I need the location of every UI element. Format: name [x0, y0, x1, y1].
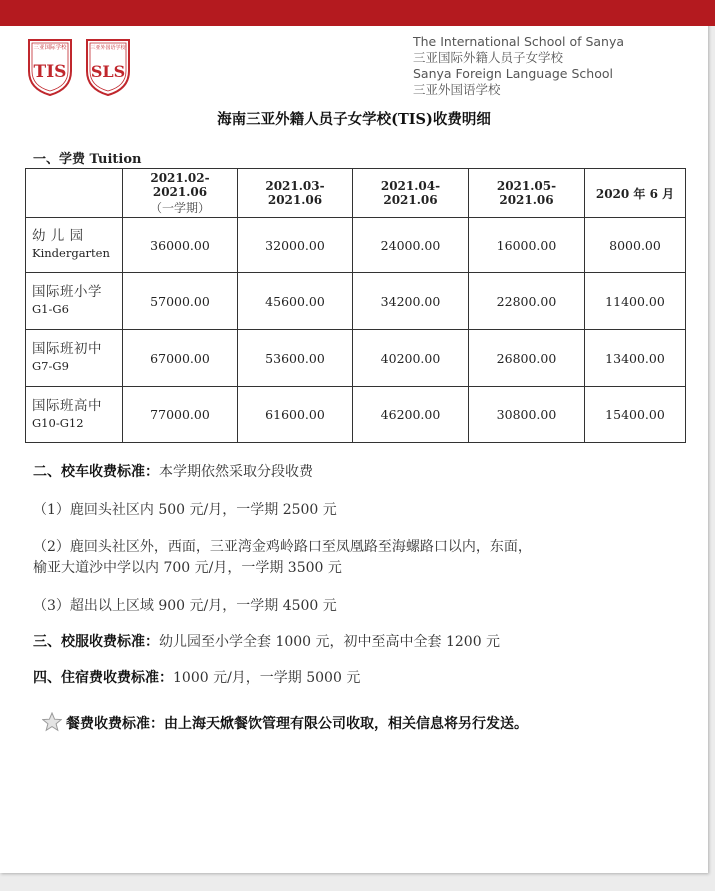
bus-fee-item-3: （3）超出以上区域 900 元/月，一学期 4500 元	[33, 598, 337, 614]
uniform-fee-line	[33, 631, 500, 651]
meal-fee-text: 餐费收费标准：由上海天焮餐饮管理有限公司收取，相关信息将另行发送。	[66, 716, 528, 732]
fee-cell: 34200.00	[353, 273, 469, 330]
tuition-table	[25, 168, 686, 443]
fee-cell: 24000.00	[353, 218, 469, 273]
school-name-cn-2: 三亚外国语学校	[413, 82, 501, 97]
row-label: 国际班高中 G10-G12	[26, 387, 123, 443]
fee-cell: 30800.00	[469, 387, 585, 443]
sls-logo	[84, 37, 132, 97]
table-row	[26, 273, 686, 330]
boarding-fee-line	[33, 667, 360, 687]
row-label: 国际班小学 G1-G6	[26, 273, 123, 330]
fee-cell: 15400.00	[585, 387, 686, 443]
tis-logo-caption: 三亚国际学校	[33, 45, 67, 51]
bus-fee-intro: 本学期依然采取分段收费	[159, 464, 313, 480]
row-label: 幼 儿 园 Kindergarten	[26, 218, 123, 273]
header-empty-cell	[26, 169, 123, 218]
column-subheader: （一学期）	[149, 200, 210, 215]
column-header: 2021.04-2021.06	[353, 169, 469, 218]
fee-cell: 16000.00	[469, 218, 585, 273]
meal-fee-note	[42, 712, 528, 733]
school-name-cn-1: 三亚国际外籍人员子女学校	[413, 50, 564, 65]
row-label: 国际班初中 G7-G9	[26, 330, 123, 387]
fee-cell: 45600.00	[238, 273, 353, 330]
uniform-fee-heading: 三、校服收费标准：	[33, 634, 159, 650]
sls-logo-caption: 三亚外国语学校	[90, 45, 126, 51]
fee-cell: 8000.00	[585, 218, 686, 273]
tis-logo	[26, 37, 74, 97]
boarding-fee-heading: 四、住宿费收费标准：	[33, 670, 173, 686]
uniform-fee-text: 幼儿园至小学全套 1000 元，初中至高中全套 1200 元	[159, 634, 501, 650]
top-red-band	[0, 0, 715, 26]
fee-cell: 11400.00	[585, 273, 686, 330]
column-header: 2021.05-2021.06	[469, 169, 585, 218]
boarding-fee-text: 1000 元/月，一学期 5000 元	[173, 670, 361, 686]
column-header: 2021.02-2021.06 （一学期）	[123, 169, 238, 218]
fee-cell: 67000.00	[123, 330, 238, 387]
fee-cell: 57000.00	[123, 273, 238, 330]
fee-cell: 53600.00	[238, 330, 353, 387]
table-row	[26, 387, 686, 443]
school-name-en-2: Sanya Foreign Language School	[413, 66, 613, 81]
column-header: 2021.03-2021.06	[238, 169, 353, 218]
school-names	[413, 34, 624, 98]
fee-cell: 61600.00	[238, 387, 353, 443]
bus-fee-item-2-line-1: （2）鹿回头社区外，西面，三亚湾金鸡岭路口至凤凰路至海螺路口以内，东面，	[33, 539, 532, 555]
fee-cell: 46200.00	[353, 387, 469, 443]
table-header-row	[26, 169, 686, 218]
sls-logo-text: SLS	[90, 62, 126, 81]
fee-cell: 36000.00	[123, 218, 238, 273]
star-icon	[42, 712, 62, 732]
fee-cell: 77000.00	[123, 387, 238, 443]
column-header: 2020 年 6 月	[585, 169, 686, 218]
table-row	[26, 330, 686, 387]
table-row	[26, 218, 686, 273]
tuition-section-title: 一、学费 Tuition	[33, 152, 142, 167]
school-name-en-1: The International School of Sanya	[413, 34, 625, 49]
fee-cell: 22800.00	[469, 273, 585, 330]
fee-cell: 40200.00	[353, 330, 469, 387]
document-title: 海南三亚外籍人员子女学校(TIS)收费明细	[217, 111, 491, 128]
bus-fee-item-1: （1）鹿回头社区内 500 元/月，一学期 2500 元	[33, 502, 337, 518]
fee-cell: 13400.00	[585, 330, 686, 387]
bus-fee-heading: 二、校车收费标准：	[33, 464, 159, 480]
bus-fee-item-2-line-2: 榆亚大道沙中学以内 700 元/月，一学期 3500 元	[33, 560, 342, 576]
bus-fee-heading-line	[33, 461, 313, 481]
tis-logo-text: TIS	[33, 62, 67, 82]
fee-cell: 32000.00	[238, 218, 353, 273]
fee-cell: 26800.00	[469, 330, 585, 387]
